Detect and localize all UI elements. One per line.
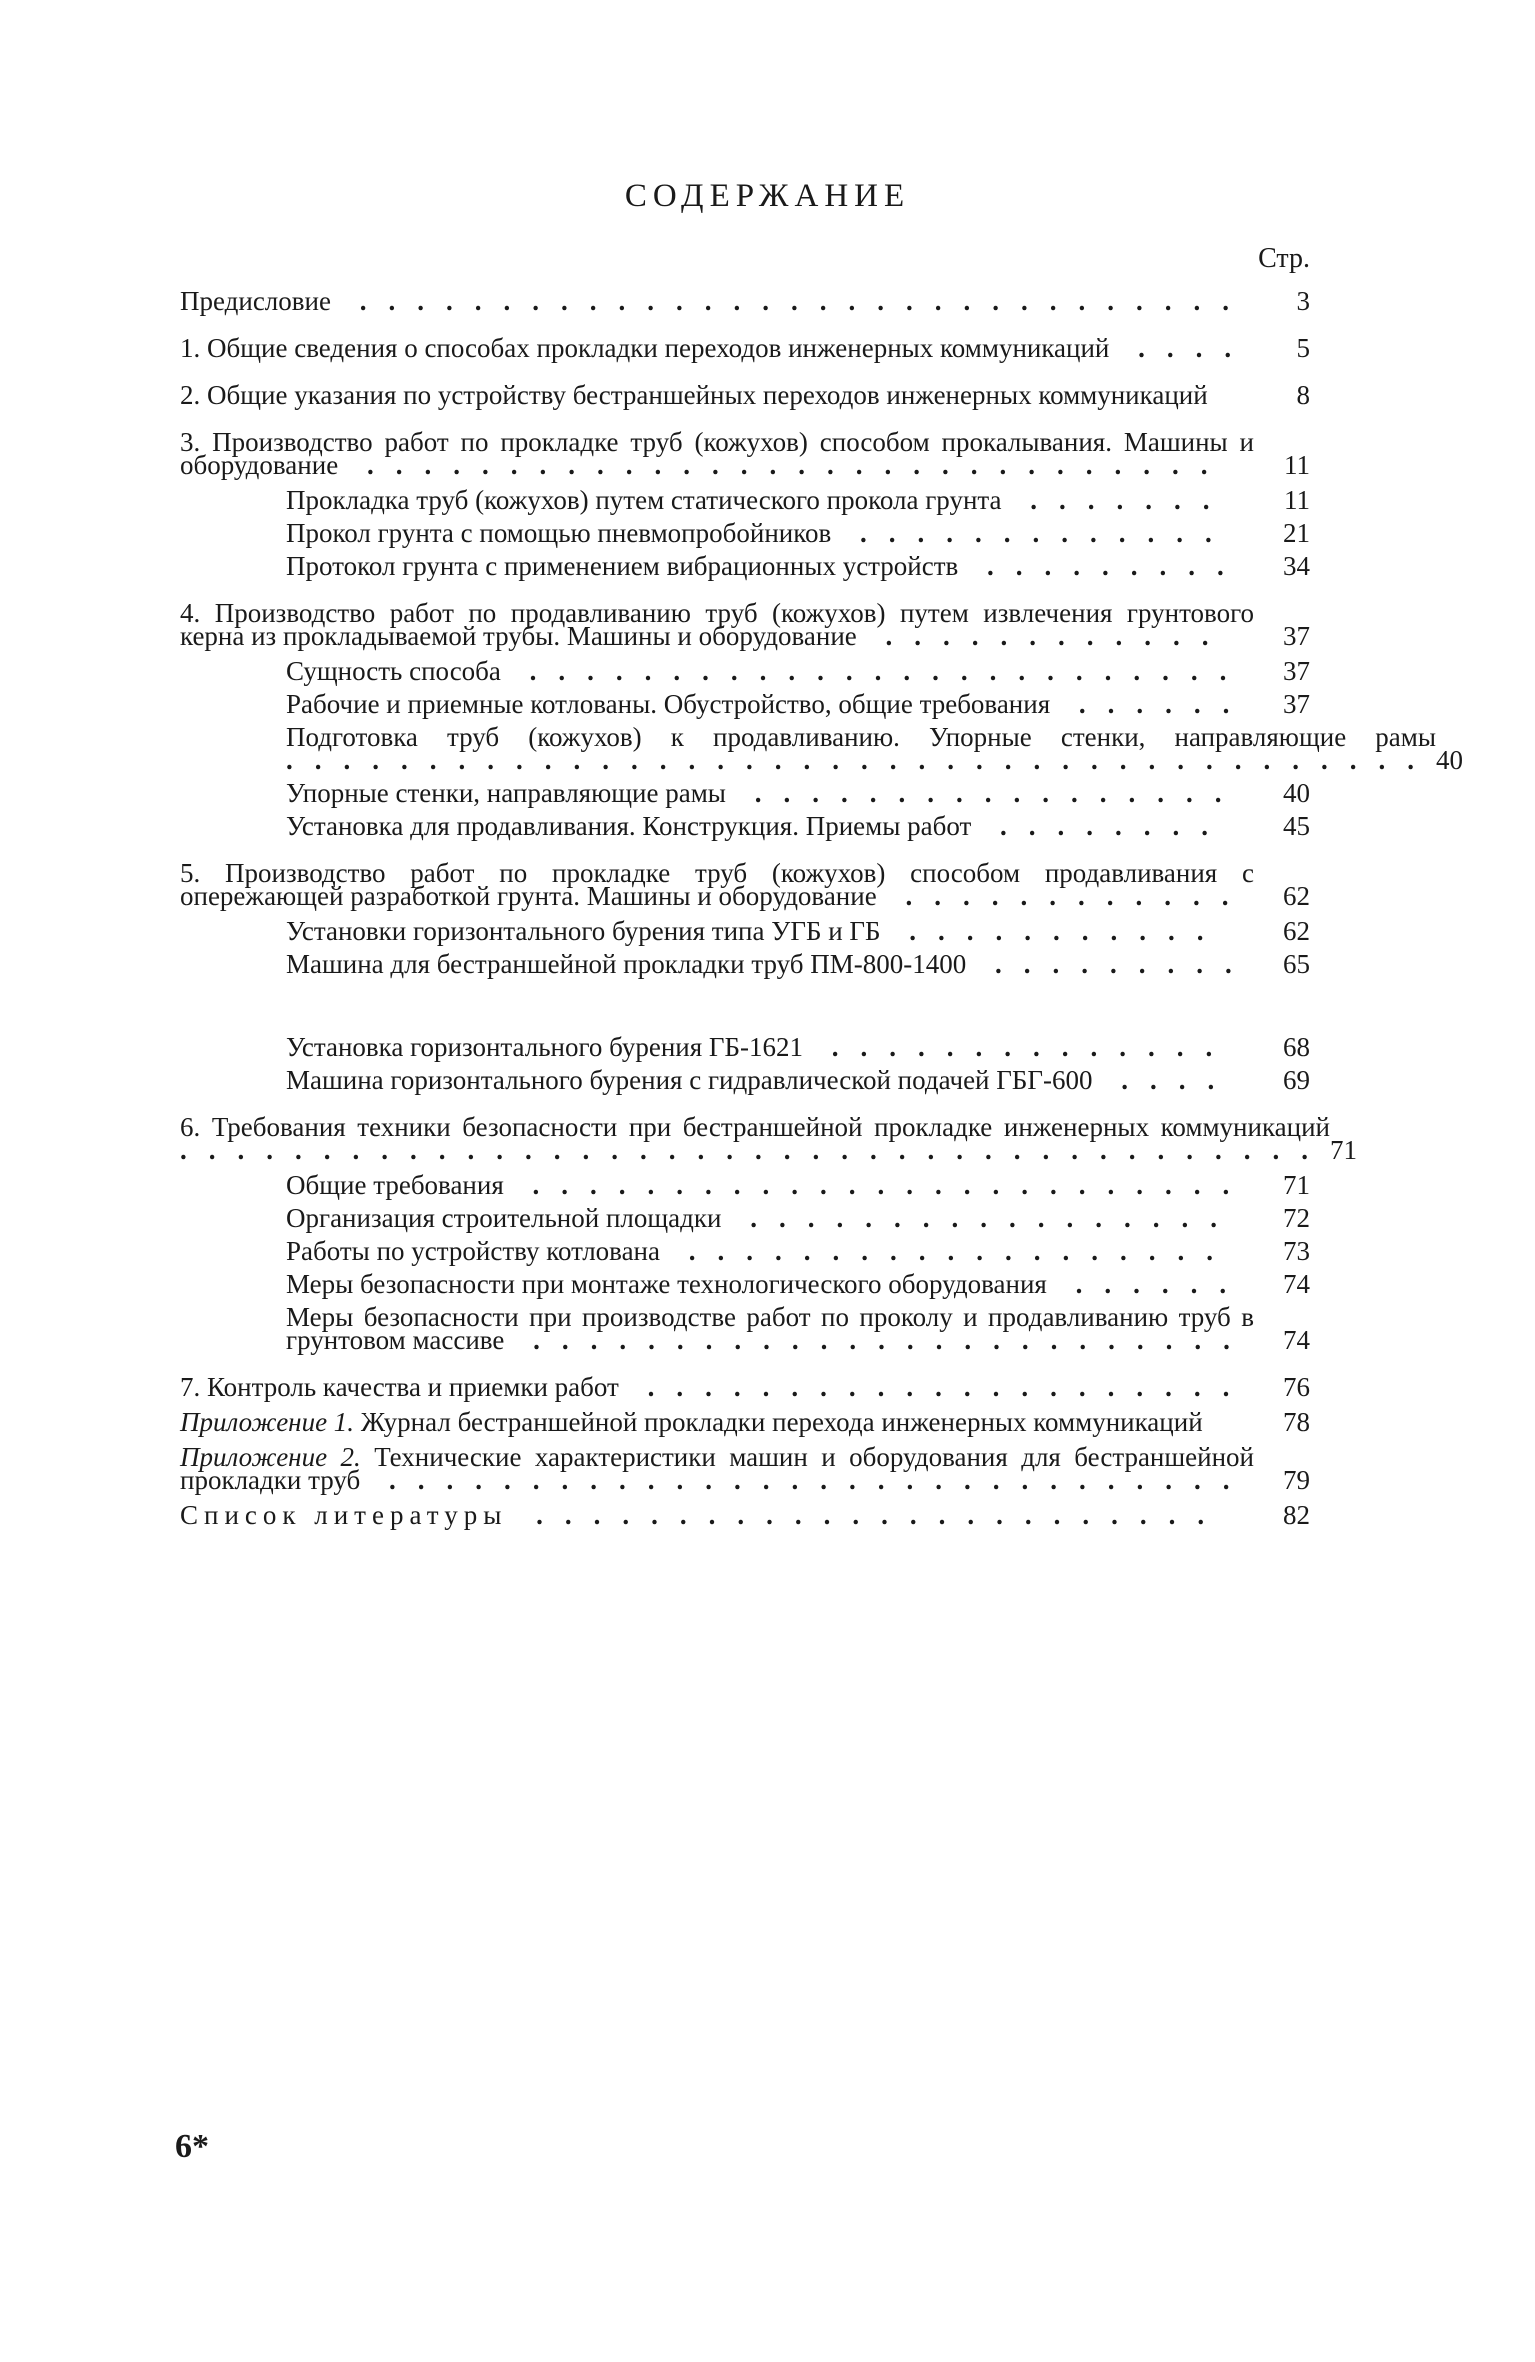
toc-page-number: 3 <box>1296 286 1310 316</box>
toc-entry-title <box>286 916 1254 946</box>
leader-dots: ............................... <box>330 286 1251 316</box>
leader-dots: .... <box>1092 1065 1237 1095</box>
toc-page-number: 37 <box>1283 621 1310 651</box>
toc-page-number: 40 <box>1283 778 1310 808</box>
toc-entry-title <box>286 811 1254 841</box>
toc-entry-title <box>180 1500 1254 1530</box>
toc-entry[interactable] <box>180 722 1463 775</box>
toc-entry-text: Технические характеристики машин и оборудования для бестраншейной прокладки труб <box>180 1442 1254 1495</box>
toc-entry-title <box>286 518 1254 548</box>
toc-page-number: 37 <box>1283 689 1310 719</box>
leader-dots: ........................................ <box>286 745 1436 775</box>
leader-dots: ......... <box>966 949 1254 979</box>
leader-dots: ................. <box>721 1203 1239 1233</box>
folio-mark: 6* <box>175 2128 209 2165</box>
toc-entry-title <box>180 1372 1254 1402</box>
toc-entry-title <box>286 689 1254 719</box>
toc-entry-title <box>286 551 1254 581</box>
toc-page-number: 11 <box>1284 485 1310 515</box>
toc-entry[interactable] <box>180 778 1310 808</box>
toc-entry-title <box>180 1112 1330 1165</box>
toc-entry[interactable] <box>180 1065 1310 1095</box>
toc-page-number: 78 <box>1283 1407 1310 1437</box>
toc-page-number: 62 <box>1283 916 1310 946</box>
toc-entry-title <box>286 656 1254 686</box>
toc-entry[interactable] <box>180 598 1310 651</box>
toc-entry-title <box>286 1065 1254 1095</box>
leader-dots: .............. <box>803 1032 1235 1062</box>
toc-entry-title <box>180 1442 1254 1495</box>
toc-entry[interactable] <box>180 858 1310 911</box>
leader-dots: ..................... <box>618 1372 1252 1402</box>
leader-dots: .............................. <box>338 450 1230 480</box>
toc-entry[interactable] <box>180 1442 1310 1495</box>
toc-entry[interactable] <box>180 1500 1310 1530</box>
page-column-label: Стр. <box>1258 243 1310 274</box>
leader-dots: ............ <box>856 621 1231 651</box>
toc-entry-title <box>180 858 1254 911</box>
leader-dots: ......................... <box>500 656 1249 686</box>
toc-entry[interactable] <box>180 1302 1310 1355</box>
toc-entry-text: 4. Производство работ по продавливанию труб (кожухов) путем извлечения грунтового керна из прокладываемой трубы. Машины и оборудование <box>180 598 1254 651</box>
toc-entry[interactable] <box>180 1372 1310 1402</box>
toc-entry[interactable] <box>180 427 1310 480</box>
toc-entry[interactable] <box>180 689 1310 719</box>
toc-entry[interactable] <box>180 551 1310 581</box>
appendix-label: Приложение 1. <box>180 1407 355 1437</box>
toc-entry[interactable] <box>180 518 1310 548</box>
toc-entry-title <box>286 485 1254 515</box>
toc-entry-title <box>286 778 1254 808</box>
toc-entry-title <box>286 1302 1254 1355</box>
toc-page-number: 73 <box>1283 1236 1310 1266</box>
leader-dots: ................. <box>725 778 1244 808</box>
toc-entry-title <box>180 598 1254 651</box>
toc-entry[interactable] <box>180 286 1310 316</box>
toc-entry-text: Установки горизонтального бурения типа УГБ и ГБ <box>286 916 881 946</box>
toc-page-number: 5 <box>1296 333 1310 363</box>
leader-dots: ........ <box>971 811 1231 841</box>
toc-entry[interactable] <box>180 1170 1310 1200</box>
toc-entry[interactable] <box>180 485 1310 515</box>
toc-entry-title <box>286 1032 1254 1062</box>
toc-entry-text: Прокладка труб (кожухов) путем статического прокола грунта <box>286 485 1002 515</box>
toc-entry-text: Установка горизонтального бурения ГБ-1621 <box>286 1032 804 1062</box>
toc-page-number: 76 <box>1283 1372 1310 1402</box>
leader-dots: ............ <box>876 881 1251 911</box>
toc-page-number: 65 <box>1283 949 1310 979</box>
toc-page-number: 79 <box>1283 1465 1310 1495</box>
toc-entry-text: 7. Контроль качества и приемки работ <box>180 1372 619 1402</box>
toc-entry[interactable] <box>180 1032 1310 1062</box>
toc-entry-title <box>286 1269 1254 1299</box>
toc-entry-text: 1. Общие сведения о способах прокладки переходов инженерных коммуникаций <box>180 333 1110 363</box>
leader-dots: .............................. <box>360 1465 1252 1495</box>
toc-entry[interactable] <box>180 1269 1310 1299</box>
toc-entry-text: Прокол грунта с помощью пневмопробойников <box>286 518 832 548</box>
toc-entry-title <box>286 1236 1254 1266</box>
toc-entry[interactable] <box>180 1112 1357 1165</box>
toc-entry-text: Протокол грунта с применением вибрационных устройств <box>286 551 959 581</box>
leader-dots: ........... <box>880 916 1226 946</box>
table-of-contents <box>180 286 1463 1539</box>
leader-dots: ......... <box>958 551 1246 581</box>
toc-entry-text: Организация строительной площадки <box>286 1203 722 1233</box>
toc-page-number: 69 <box>1283 1065 1310 1095</box>
toc-page-number: 71 <box>1283 1170 1310 1200</box>
toc-page-number: 21 <box>1283 518 1310 548</box>
toc-page-number: 82 <box>1283 1500 1310 1530</box>
toc-entry[interactable] <box>180 333 1310 363</box>
toc-entry-text: 2. Общие указания по устройству бестраншейных переходов инженерных коммуникаций <box>180 380 1208 410</box>
leader-dots: ......................... <box>504 1325 1252 1355</box>
leader-dots: ...... <box>1050 689 1252 719</box>
toc-entry-title <box>286 722 1436 775</box>
toc-entry-text: Рабочие и приемные котлованы. Обустройство, общие требования <box>286 689 1051 719</box>
toc-page-number: 34 <box>1283 551 1310 581</box>
toc-entry[interactable] <box>180 1407 1310 1437</box>
toc-page-number: 71 <box>1330 1135 1357 1165</box>
toc-entry-title <box>286 1203 1254 1233</box>
toc-page-number: 45 <box>1283 811 1310 841</box>
toc-entry[interactable] <box>180 949 1310 979</box>
page-title: СОДЕРЖАНИЕ <box>624 178 911 214</box>
toc-entry-text: Журнал бестраншейной прокладки перехода инженерных коммуникаций <box>360 1407 1203 1437</box>
toc-entry-text: Машина для бестраншейной прокладки труб ПМ-800-1400 <box>286 949 967 979</box>
toc-entry-title <box>180 333 1254 363</box>
appendix-label: Приложение 2. <box>180 1442 361 1472</box>
toc-page-number: 8 <box>1296 380 1310 410</box>
leader-dots: ......................... <box>503 1170 1252 1200</box>
toc-page-number: 72 <box>1283 1203 1310 1233</box>
toc-entry[interactable] <box>180 916 1310 946</box>
toc-entry[interactable] <box>180 1236 1310 1266</box>
toc-page-number: 62 <box>1283 881 1310 911</box>
toc-entry-text: Подготовка труб (кожухов) к продавливанию. Упорные стенки, направляющие рамы <box>286 722 1436 752</box>
toc-entry-title <box>180 286 1254 316</box>
toc-entry-title <box>180 1407 1254 1437</box>
toc-entry-title <box>286 1170 1254 1200</box>
toc-entry[interactable] <box>180 380 1310 410</box>
leader-dots: ........................................ <box>180 1135 1330 1165</box>
toc-entry-text: Сущность способа <box>286 656 501 686</box>
toc-entry-title <box>180 427 1254 480</box>
toc-entry-title <box>180 380 1254 410</box>
toc-entry-text: Предисловие <box>180 286 331 316</box>
toc-entry-text: Работы по устройству котлована <box>286 1236 660 1266</box>
toc-entry-text: Меры безопасности при производстве работ по проколу и продавливанию труб в грунтовом массиве <box>286 1302 1254 1355</box>
toc-page-number: 74 <box>1283 1325 1310 1355</box>
leader-dots: .... <box>1109 333 1254 363</box>
toc-page-number: 74 <box>1283 1269 1310 1299</box>
leader-dots: ............. <box>831 518 1234 548</box>
toc-entry-title <box>286 949 1254 979</box>
toc-entry-text: Машина горизонтального бурения с гидравлической подачей ГБГ-600 <box>286 1065 1093 1095</box>
leader-dots: ................... <box>660 1236 1235 1266</box>
leader-dots: ...... <box>1046 1269 1249 1299</box>
toc-page-number: 11 <box>1284 450 1310 480</box>
toc-entry-text: 5. Производство работ по прокладке труб (кожухов) способом продавливания с опережающей разработкой грунта. Машины и оборудование <box>180 858 1254 911</box>
toc-page-number: 68 <box>1283 1032 1310 1062</box>
leader-dots: ........................ <box>507 1500 1227 1530</box>
leader-dots: ....... <box>1001 485 1232 515</box>
toc-entry[interactable] <box>180 1203 1310 1233</box>
toc-entry-text: Меры безопасности при монтаже технологического оборудования <box>286 1269 1047 1299</box>
toc-page-number: 40 <box>1436 745 1463 775</box>
toc-entry[interactable] <box>180 811 1310 841</box>
toc-entry-text: Установка для продавливания. Конструкция. Приемы работ <box>286 811 972 841</box>
toc-entry-text: Список литературы <box>180 1500 508 1530</box>
toc-entry[interactable] <box>180 656 1310 686</box>
toc-entry-text: 3. Производство работ по прокладке труб (кожухов) способом прокалывания. Машины и оборудование <box>180 427 1254 480</box>
toc-entry-text: Общие требования <box>286 1170 504 1200</box>
toc-page-number: 37 <box>1283 656 1310 686</box>
toc-entry-text: Упорные стенки, направляющие рамы <box>286 778 726 808</box>
toc-entry-text: 6. Требования техники безопасности при бестраншейной прокладке инженерных коммуникаций <box>180 1112 1330 1142</box>
